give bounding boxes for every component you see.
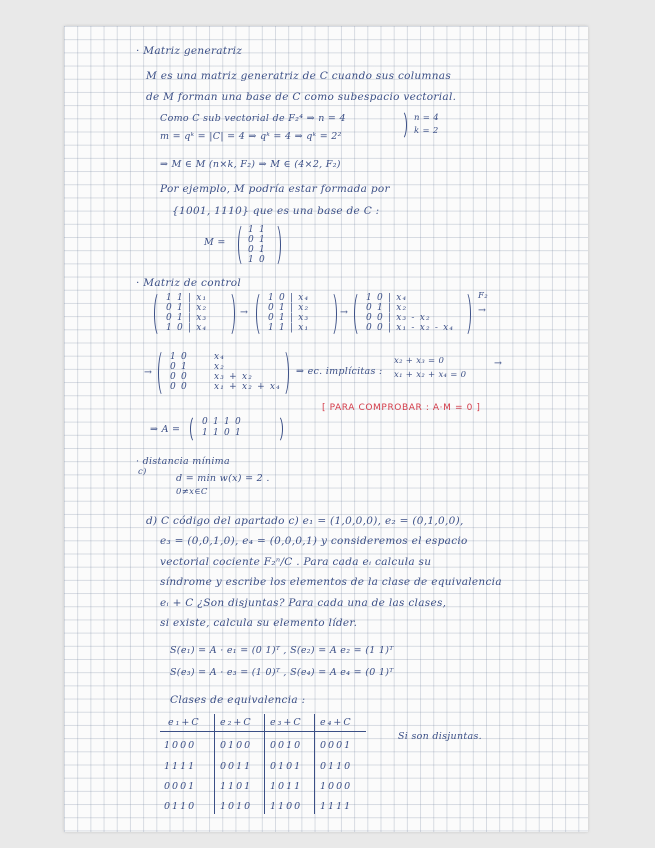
table-cell: 1101 (220, 781, 253, 792)
text-line: Por ejemplo, M podría estar formada por (160, 183, 390, 195)
ec-label: ⇒ ec. implícitas : (296, 366, 383, 377)
table-cell: 0001 (164, 781, 197, 792)
comprobar-note: [ PARA COMPROBAR : A·M = 0 ] (322, 403, 481, 413)
table-header: e₄+C (320, 717, 353, 728)
text-line: vectorial cociente F₂ⁿ/C . Para cada eᵢ calcula su (160, 556, 432, 568)
text-line: M es una matriz generatriz de C cuando sus columnas (146, 70, 452, 82)
table-cell: 0011 (220, 761, 253, 772)
table-cell: 0100 (220, 740, 253, 751)
matrix-row: 1 1 | x₁ (166, 293, 208, 303)
matrix-m-label: M = (204, 237, 226, 248)
arrow: → (240, 307, 249, 318)
matrix-row: 0 0 | x₃ - x₂ (366, 313, 431, 323)
table-col-rule (314, 714, 315, 814)
paren-left (354, 291, 365, 337)
text-line: {1001, 1110} que es una base de C : (172, 205, 380, 217)
paren-left (154, 291, 165, 337)
table-cell: 1111 (164, 761, 197, 772)
matrix-row: 1 0 | x₄ (268, 293, 310, 303)
section-title-matriz-generatriz: · Matriz generatriz (136, 45, 243, 57)
table-cell: 1111 (320, 801, 353, 812)
syndrome-line: S(e₁) = A · e₁ = (0 1)ᵀ , S(e₂) = A e₂ = (1 1)ᵀ (170, 645, 394, 656)
table-cell: 0110 (320, 761, 353, 772)
table-cell: 1100 (270, 801, 303, 812)
matrix-row: 1 0 | x₄ (366, 293, 408, 303)
paren-right (326, 291, 337, 337)
matrix-row: 0 0 | x₁ - x₂ - x₄ (366, 323, 455, 333)
table-header: e₁+C (168, 717, 201, 728)
text-line: eᵢ + C ¿Son disjuntas? Para cada una de las clases, (160, 597, 447, 609)
matrix-row: 0 1 (170, 362, 188, 372)
matrix-row: 0 1 | x₃ (166, 313, 208, 323)
matrix-a-label: ⇒ A = (150, 424, 181, 435)
paren-right (224, 291, 235, 337)
matrix-row: 1 0 (248, 255, 266, 265)
table-cell: 1000 (320, 781, 353, 792)
paren-left (256, 291, 267, 337)
notebook-page (64, 26, 588, 832)
field-note: F₂ (478, 291, 488, 301)
matrix-row: 1 1 | x₁ (268, 323, 310, 333)
paren-right (270, 223, 281, 267)
section-title-matriz-control: · Matriz de control (136, 277, 242, 289)
table-cell: 0001 (320, 740, 353, 751)
matrix-row: x₂ (214, 362, 226, 372)
text-line: e₃ = (0,0,1,0), e₄ = (0,0,0,1) y consideremos el espacio (160, 535, 468, 547)
arrow: → (494, 358, 503, 369)
matrix-row: 0 1 | x₂ (166, 303, 208, 313)
paren-left (158, 349, 169, 397)
part-mark: c) (138, 467, 147, 477)
matrix-row: 1 1 0 1 (202, 428, 242, 438)
table-header: e₂+C (220, 717, 253, 728)
paren-right (278, 349, 289, 397)
matrix-row: 0 1 | x₃ (268, 313, 310, 323)
formula-line: ⇒ M ∈ M (n×k, F₂) ⇒ M ∈ (4×2, F₂) (160, 159, 341, 170)
table-cell: 0110 (164, 801, 197, 812)
distance-formula: d = min w(x) = 2 . (176, 473, 270, 484)
matrix-row: 1 0 | x₄ (166, 323, 208, 333)
value-n: n = 4 (414, 113, 439, 123)
matrix-row: 0 1 1 0 (202, 417, 242, 427)
table-cell: 0010 (270, 740, 303, 751)
table-cell: 0101 (270, 761, 303, 772)
matrix-row: x₁ + x₂ + x₄ (214, 382, 281, 392)
equation: x₂ + x₃ = 0 (394, 356, 445, 366)
section-title-distancia: · distancia mínima (136, 456, 230, 467)
disjoint-note: Si son disjuntas. (398, 731, 482, 742)
text-line: de M forman una base de C como subespacio vectorial. (146, 91, 457, 103)
classes-title: Clases de equivalencia : (170, 694, 306, 706)
table-header-rule (160, 731, 366, 732)
arrow: → (478, 305, 487, 316)
syndrome-line: S(e₃) = A · e₃ = (1 0)ᵀ , S(e₄) = A e₄ = (0 1)ᵀ (170, 667, 394, 678)
table-cell: 1011 (270, 781, 303, 792)
paren-right (460, 291, 471, 337)
matrix-row: 0 0 (170, 372, 188, 382)
matrix-row: 0 1 | x₂ (268, 303, 310, 313)
table-col-rule (214, 714, 215, 814)
brace-right (396, 110, 407, 140)
formula-line: m = qᵏ = |C| = 4 ⇒ qᵏ = 4 ⇒ qᵏ = 2² (160, 131, 342, 142)
arrow: → (144, 367, 153, 378)
matrix-row: 0 1 (248, 235, 266, 245)
value-k: k = 2 (414, 126, 439, 136)
matrix-row: x₃ + x₂ (214, 372, 254, 382)
matrix-row: 0 1 | x₂ (366, 303, 408, 313)
matrix-row: 0 1 (248, 245, 266, 255)
matrix-row: x₄ (214, 352, 226, 362)
text-line: síndrome y escribe los elementos de la clase de equivalencia (160, 576, 502, 588)
text-line: Como C sub vectorial de F₂⁴ ⇒ n = 4 (160, 113, 346, 124)
equation: x₁ + x₂ + x₄ = 0 (394, 370, 467, 380)
table-cell: 1000 (164, 740, 197, 751)
table-header: e₃+C (270, 717, 303, 728)
matrix-row: 0 0 (170, 382, 188, 392)
arrow: → (340, 307, 349, 318)
table-col-rule (264, 714, 265, 814)
text-line: si existe, calcula su elemento líder. (160, 617, 358, 629)
text-line: d) C código del apartado c) e₁ = (1,0,0,0), e₂ = (0,1,0,0), (146, 515, 464, 527)
distance-subscript: 0≠x∈C (176, 487, 208, 497)
table-cell: 1010 (220, 801, 253, 812)
paren-left (190, 415, 201, 443)
matrix-row: 1 0 (170, 352, 188, 362)
paren-right (272, 415, 283, 443)
matrix-row: 1 1 (248, 225, 266, 235)
